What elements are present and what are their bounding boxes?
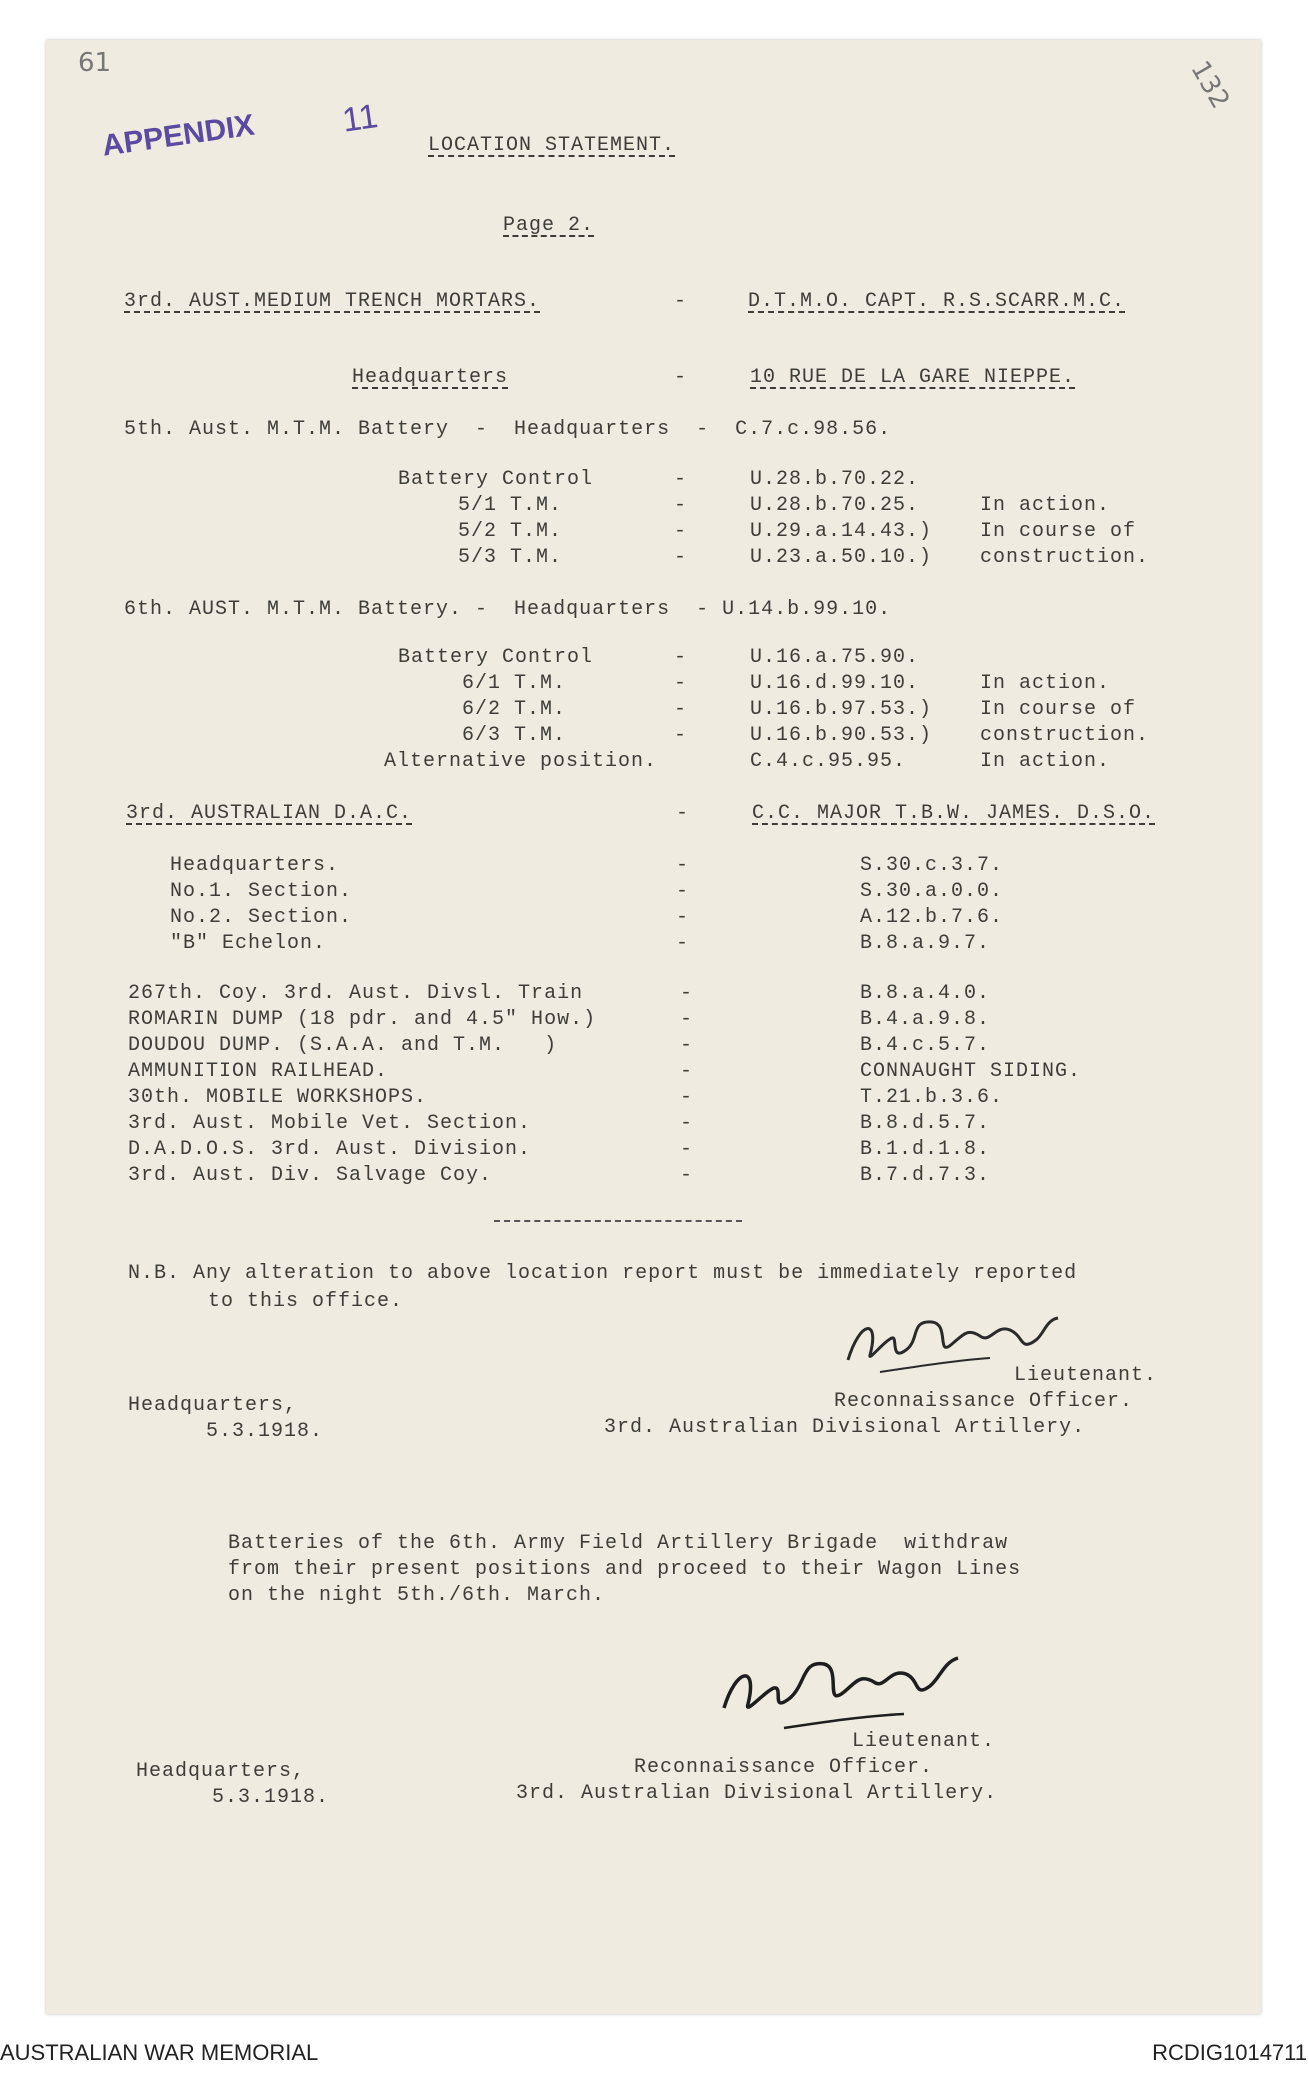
dac-row-label: No.2. Section. (170, 906, 353, 929)
signoff-1-office: Reconnaissance Officer. (834, 1390, 1134, 1413)
addendum-line-3: on the night 5th./6th. March. (228, 1584, 606, 1607)
tm-unit-title: 3rd. AUST.MEDIUM TRENCH MORTARS. (124, 290, 541, 313)
signoff-2-rank: Lieutenant. (852, 1730, 996, 1753)
addendum-line-2: from their present positions and proceed to their Wagon Lines (228, 1558, 1022, 1581)
dac-row-label: "B" Echelon. (170, 932, 327, 955)
signoff-1-place: Headquarters, (128, 1394, 298, 1417)
battery-row-note: In action. (980, 494, 1111, 517)
battery-row-label: 5/3 T.M. (458, 546, 563, 569)
dac-title: 3rd. AUSTRALIAN D.A.C. (126, 802, 413, 825)
battery-row-location: U.29.a.14.43.) (750, 520, 933, 543)
unit-row-dash: - (680, 1138, 694, 1161)
battery-5-heading: 5th. Aust. M.T.M. Battery - Headquarters - C.7.c.98.56. (124, 418, 892, 441)
battery-row-note: In course of (980, 698, 1137, 721)
unit-row-location: B.4.a.9.8. (860, 1008, 991, 1031)
battery-row-label: 5/1 T.M. (458, 494, 563, 517)
dac-commander: C.C. MAJOR T.B.W. JAMES. D.S.O. (752, 802, 1156, 825)
battery-row-dash: - (674, 646, 688, 669)
note-line-2: to this office. (208, 1290, 404, 1313)
battery-row-label: Battery Control (398, 468, 594, 491)
unit-row-location: T.21.b.3.6. (860, 1086, 1004, 1109)
dac-row-dash: - (676, 906, 690, 929)
battery-row-dash: - (674, 494, 688, 517)
unit-row-dash: - (680, 1164, 694, 1187)
tm-commander: D.T.M.O. CAPT. R.S.SCARR.M.C. (748, 290, 1126, 313)
dac-row-location: A.12.b.7.6. (860, 906, 1004, 929)
battery-row-note: In action. (980, 750, 1111, 773)
battery-row-dash: - (674, 672, 688, 695)
battery-row-location: U.28.b.70.25. (750, 494, 920, 517)
unit-row-label: AMMUNITION RAILHEAD. (128, 1060, 389, 1083)
battery-row-label: 6/2 T.M. (462, 698, 567, 721)
appendix-stamp: APPENDIX (100, 108, 257, 163)
separator-dash: - (676, 802, 690, 825)
signoff-1-rank: Lieutenant. (1014, 1364, 1158, 1387)
unit-row-dash: - (680, 1008, 694, 1031)
signature-2 (714, 1638, 984, 1738)
battery-row-location: U.23.a.50.10.) (750, 546, 933, 569)
battery-row-dash: - (674, 468, 688, 491)
unit-row-dash: - (680, 1060, 694, 1083)
tm-hq-location: 10 RUE DE LA GARE NIEPPE. (750, 366, 1076, 389)
battery-row-note: In action. (980, 672, 1111, 695)
battery-row-location: U.16.a.75.90. (750, 646, 920, 669)
battery-row-location: U.16.b.90.53.) (750, 724, 933, 747)
unit-row-label: 267th. Coy. 3rd. Aust. Divsl. Train (128, 982, 584, 1005)
dac-row-label: Headquarters. (170, 854, 340, 877)
folio-number-right: 132 (1184, 56, 1236, 114)
note-line-1: N.B. Any alteration to above location report must be immediately reported (128, 1262, 1078, 1285)
document-title: LOCATION STATEMENT. (428, 134, 676, 157)
unit-row-dash: - (680, 1112, 694, 1135)
battery-row-label: 5/2 T.M. (458, 520, 563, 543)
battery-row-dash: - (674, 520, 688, 543)
dac-row-dash: - (676, 932, 690, 955)
signoff-2-place: Headquarters, (136, 1760, 306, 1783)
signoff-1-formation: 3rd. Australian Divisional Artillery. (604, 1416, 1086, 1439)
section-divider (494, 1220, 742, 1222)
unit-row-label: ROMARIN DUMP (18 pdr. and 4.5" How.) (128, 1008, 597, 1031)
folio-number-left: 61 (78, 48, 112, 78)
battery-row-location: U.28.b.70.22. (750, 468, 920, 491)
battery-row-note: construction. (980, 546, 1150, 569)
unit-row-dash: - (680, 982, 694, 1005)
archive-credit: AUSTRALIAN WAR MEMORIAL (0, 2040, 319, 2065)
archive-reference: RCDIG1014711 (1152, 2040, 1307, 2065)
dac-row-dash: - (676, 880, 690, 903)
unit-row-label: 30th. MOBILE WORKSHOPS. (128, 1086, 428, 1109)
signoff-2-date: 5.3.1918. (212, 1786, 330, 1809)
dac-row-location: B.8.a.9.7. (860, 932, 991, 955)
unit-row-location: B.7.d.7.3. (860, 1164, 991, 1187)
unit-row-location: B.1.d.1.8. (860, 1138, 991, 1161)
unit-row-label: 3rd. Aust. Div. Salvage Coy. (128, 1164, 493, 1187)
battery-row-label: 6/3 T.M. (462, 724, 567, 747)
signoff-2-formation: 3rd. Australian Divisional Artillery. (516, 1782, 998, 1805)
unit-row-location: B.4.c.5.7. (860, 1034, 991, 1057)
battery-row-location: C.4.c.95.95. (750, 750, 907, 773)
battery-row-label: Alternative position. (384, 750, 658, 773)
page-number: Page 2. (503, 214, 595, 237)
dac-row-location: S.30.c.3.7. (860, 854, 1004, 877)
unit-row-label: DOUDOU DUMP. (S.A.A. and T.M. ) (128, 1034, 558, 1057)
unit-row-label: 3rd. Aust. Mobile Vet. Section. (128, 1112, 532, 1135)
dac-row-label: No.1. Section. (170, 880, 353, 903)
separator-dash: - (674, 366, 688, 389)
dac-row-location: S.30.a.0.0. (860, 880, 1004, 903)
signoff-2-office: Reconnaissance Officer. (634, 1756, 934, 1779)
battery-row-location: U.16.b.97.53.) (750, 698, 933, 721)
separator-dash: - (674, 290, 688, 313)
battery-row-dash: - (674, 724, 688, 747)
battery-row-dash: - (674, 698, 688, 721)
unit-row-dash: - (680, 1086, 694, 1109)
unit-row-location: CONNAUGHT SIDING. (860, 1060, 1082, 1083)
unit-row-dash: - (680, 1034, 694, 1057)
battery-row-note: In course of (980, 520, 1137, 543)
battery-6-heading: 6th. AUST. M.T.M. Battery. - Headquarters - U.14.b.99.10. (124, 598, 892, 621)
appendix-number: 11 (340, 97, 381, 140)
dac-row-dash: - (676, 854, 690, 877)
tm-hq-label: Headquarters (352, 366, 509, 389)
battery-row-location: U.16.d.99.10. (750, 672, 920, 695)
battery-row-label: Battery Control (398, 646, 594, 669)
battery-row-dash: - (674, 546, 688, 569)
battery-row-note: construction. (980, 724, 1150, 747)
signoff-1-date: 5.3.1918. (206, 1420, 324, 1443)
battery-row-label: 6/1 T.M. (462, 672, 567, 695)
addendum-line-1: Batteries of the 6th. Army Field Artillery Brigade withdraw (228, 1532, 1009, 1555)
unit-row-location: B.8.d.5.7. (860, 1112, 991, 1135)
unit-row-label: D.A.D.O.S. 3rd. Aust. Division. (128, 1138, 532, 1161)
unit-row-location: B.8.a.4.0. (860, 982, 991, 1005)
